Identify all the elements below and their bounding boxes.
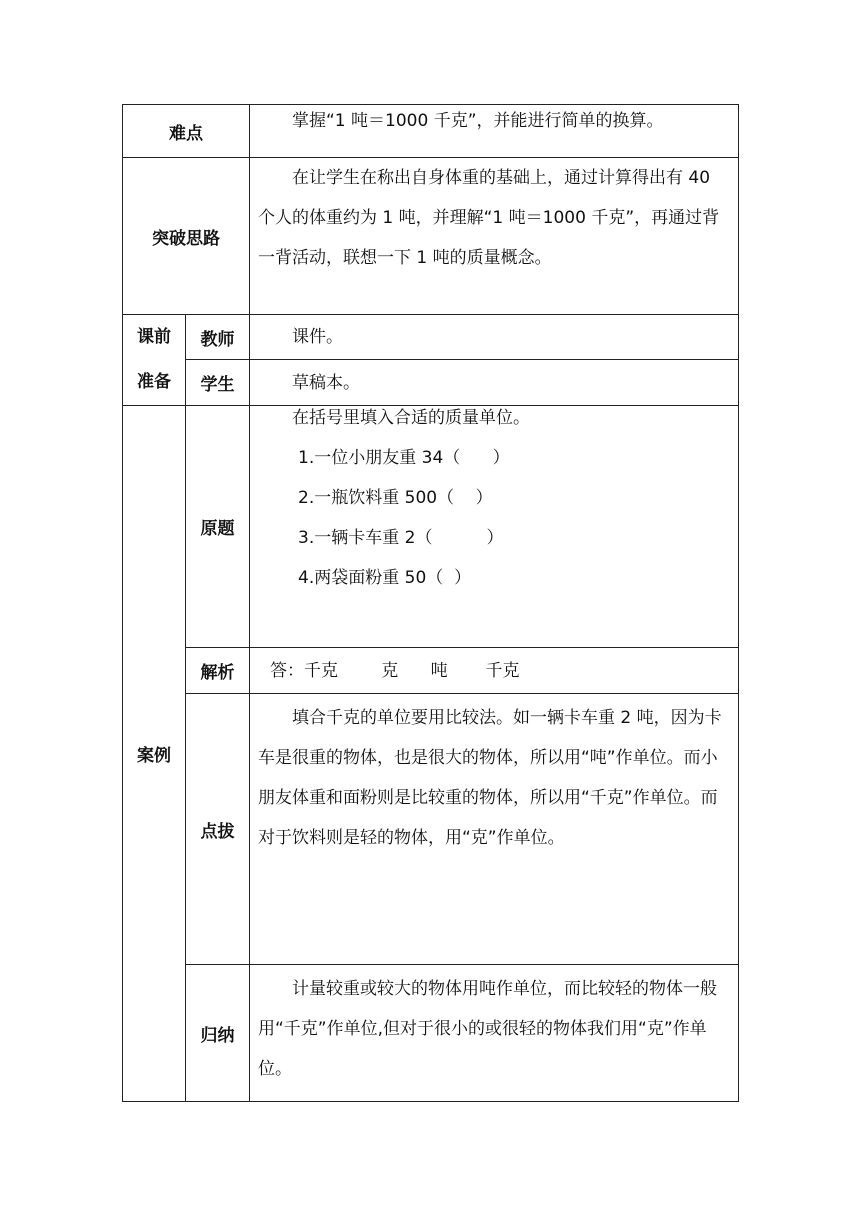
tips-cell [250,694,739,965]
student-label: 学生 [186,360,250,406]
case-label: 案例 [123,406,186,1102]
prep-teacher-row [123,315,739,360]
analysis-label: 解析 [186,648,250,694]
tips-label: 点拔 [186,694,250,965]
analysis-text: 答：千克 克 吨 千克 [270,660,520,681]
breakthrough-cell [250,158,739,315]
prep-label-line1: 课前 [137,327,171,347]
summary-label: 归纳 [186,965,250,1102]
tips-row [123,694,739,965]
question-intro: 在括号里填入合适的质量单位。 [292,408,530,428]
analysis-cell [250,648,739,694]
teacher-text: 课件。 [292,327,343,347]
breakthrough-label: 突破思路 [123,158,250,315]
question-item-2: 2.一瓶饮料重 500（ ） [298,488,493,508]
lesson-plan-table [122,104,739,1102]
question-cell [250,406,739,648]
difficulty-text: 掌握“1 吨＝1000 千克”，并能进行简单的换算。 [292,111,664,131]
question-row [123,406,739,648]
teacher-label: 教师 [186,315,250,360]
breakthrough-row [123,158,739,315]
question-item-4: 4.两袋面粉重 50（ ） [298,568,472,588]
question-label: 原题 [186,406,250,648]
difficulty-cell [250,105,739,158]
teacher-cell [250,315,739,360]
summary-cell [250,965,739,1102]
difficulty-row [123,105,739,158]
summary-text: 计量较重或较大的物体用吨作单位，而比较轻的物体一般用“千克”作单位,但对于很小的或很轻的物体我们用“克”作单位。 [258,979,717,1079]
prep-label-line2: 准备 [137,372,171,392]
student-cell [250,360,739,406]
tips-text: 填合千克的单位要用比较法。如一辆卡车重 2 吨，因为卡车是很重的物体，也是很大的物体，所以用“吨”作单位。而小朋友体重和面粉则是比较重的物体，所以用“千克”作单位。而对于饮料则是轻的物体，用“克”作单位。 [258,708,722,848]
question-item-1: 1.一位小朋友重 34（ ） [298,448,510,468]
question-item-3: 3.一辆卡车重 2（ ） [298,528,504,548]
prep-student-row [123,360,739,406]
breakthrough-text: 在让学生在称出自身体重的基础上，通过计算得出有 40 个人的体重约为 1 吨，并理解“1 吨＝1000 千克”，再通过背一背活动，联想一下 1 吨的质量概念。 [258,168,720,268]
prep-label [123,315,186,406]
summary-row [123,965,739,1102]
difficulty-label: 难点 [123,105,250,158]
analysis-row [123,648,739,694]
student-text: 草稿本。 [292,372,360,393]
